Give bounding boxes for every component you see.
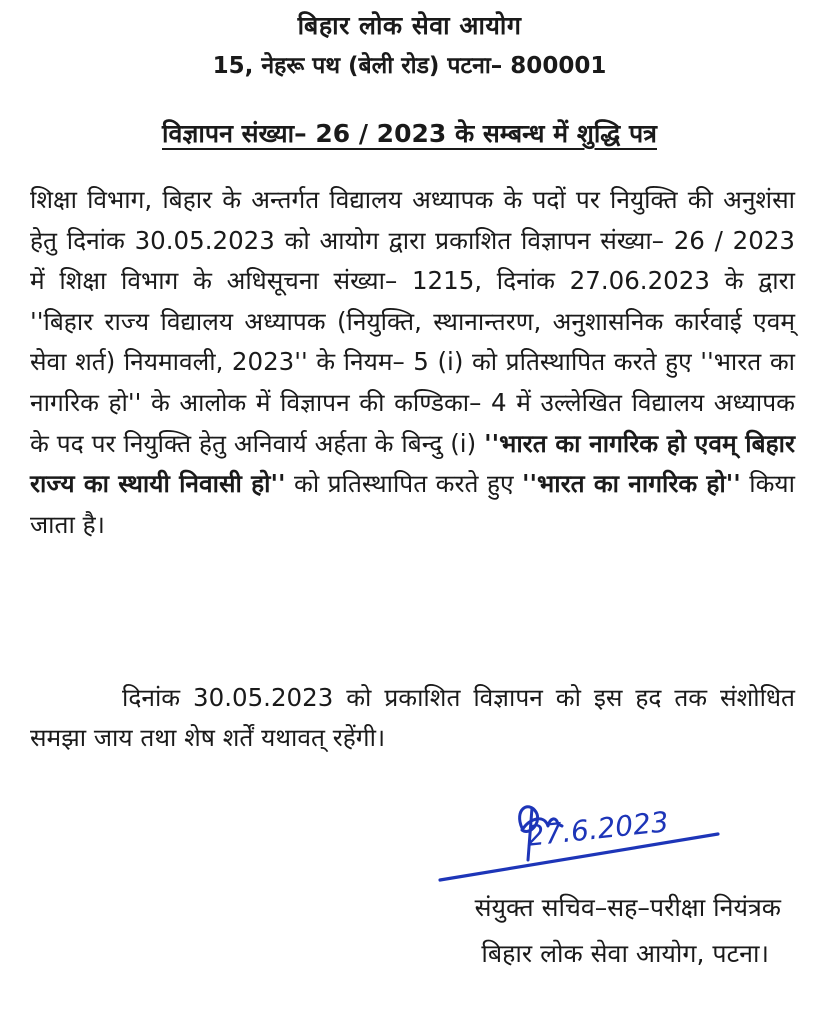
- para1-bold-b: ''भारत का नागरिक हो'': [522, 469, 741, 499]
- signatory-designation: संयुक्त सचिव–सह–परीक्षा नियंत्रक: [474, 893, 781, 922]
- para1-text-a: शिक्षा विभाग, बिहार के अन्तर्गत विद्यालय अध्यापक के पदों पर नियुक्ति की अनुशंसा हेतु दिनांक 30.05.2023 को आयोग द्वारा प्रकाशित विज्ञापन संख्या– 26 / 2023 में शिक्षा विभाग के अधिसूचना संख्या– 1215, दिनांक 27.06.2023 के द्वारा ''बिहार राज्य विद्यालय अध्यापक (नियुक्ति, स्थानान्तरण, अनुशासनिक कार्रवाई एवम् सेवा शर्त) नियमावली, 2023'' के नियम– 5 (i) को प्रतिस्थापित करते हुए ''भारत का नागरिक हो'' के आलोक में विज्ञापन की कण्डिका– 4 में उल्लेखित विद्यालय अध्यापक के पद पर नियुक्ति हेतु अनिवार्य अर्हता के बिन्दु (i): [30, 185, 795, 458]
- notice-paragraph-2: दिनांक 30.05.2023 को प्रकाशित विज्ञापन को इस हद तक संशोधित समझा जाय तथा शेष शर्तें यथावत् रहेंगी।: [30, 683, 795, 752]
- para1-text-c: किया जाता है।: [30, 469, 795, 539]
- org-name: बिहार लोक सेवा आयोग: [297, 11, 522, 40]
- para1-bold-a: ''भारत का नागरिक हो एवम् बिहार राज्य का स्थायी निवासी हो'': [30, 428, 796, 499]
- org-address: 15, नेहरू पथ (बेली रोड) पटना– 800001: [212, 53, 607, 79]
- notice-paragraph-1: [30, 180, 795, 545]
- subject-text: विज्ञापन संख्या– 26 / 2023 के सम्बन्ध में शुद्धि पत्र: [162, 119, 657, 148]
- signatory-office: बिहार लोक सेवा आयोग, पटना।: [481, 939, 769, 968]
- signature-date: 27.6.2023: [525, 805, 671, 853]
- notice-subject: [0, 116, 819, 150]
- para1-text-b: को प्रतिस्थापित करते हुए: [285, 469, 523, 499]
